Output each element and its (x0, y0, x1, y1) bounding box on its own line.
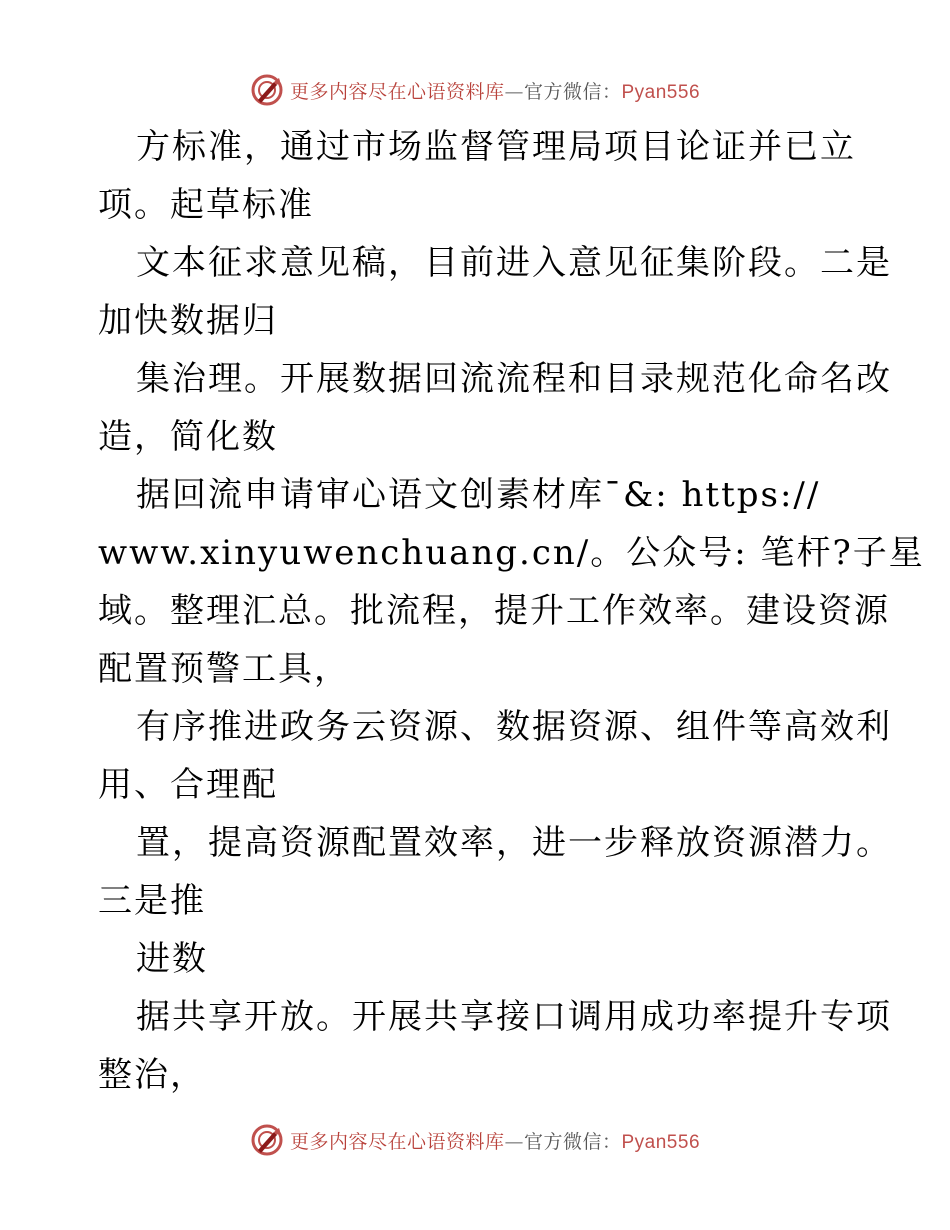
footer-watermark-banner (0, 1118, 950, 1162)
banner-dash: — (504, 80, 524, 103)
text-line: 造，简化数 (98, 417, 278, 457)
text-line: www.xinyuwenchuang.cn/。公众号: 笔杆?子星 (98, 533, 925, 573)
banner-wechat-id: Pyan556 (621, 1131, 701, 1153)
document-body (98, 118, 925, 1104)
text-line: 方标准，通过市场监督管理局项目论证并已立 (136, 127, 856, 167)
text-line: 文本征求意见稿，目前进入意见征集阶段。二是 (136, 243, 892, 283)
text-line: 集治理。开展数据回流流程和目录规范化命名改 (136, 359, 892, 399)
banner-text (290, 77, 700, 104)
banner-wechat-id: Pyan556 (621, 81, 701, 103)
text-line: 三是推 (98, 881, 206, 921)
text-line: 进数 (136, 939, 208, 979)
banner-dash: — (504, 1130, 524, 1153)
text-line: 加快数据归 (98, 301, 278, 341)
text-line: 据回流申请审心语文创素材库¯&: https:// (136, 475, 821, 515)
text-line: 项。起草标准 (98, 185, 314, 225)
banner-wechat-label: 官方微信： (523, 80, 622, 103)
text-line: 域。整理汇总。批流程，提升工作效率。建设资源 (98, 591, 890, 631)
text-line: 据共享开放。开展共享接口调用成功率提升专项 (136, 997, 892, 1037)
brush-logo-icon (250, 73, 284, 107)
header-watermark-banner (0, 68, 950, 112)
brush-logo-icon (250, 1123, 284, 1157)
text-line: 有序推进政务云资源、数据资源、组件等高效利 (136, 707, 892, 747)
text-line: 整治， (98, 1055, 206, 1095)
text-line: 用、合理配 (98, 765, 278, 805)
banner-text (290, 1127, 700, 1154)
banner-main: 更多内容尽在心语资料库 (289, 1130, 505, 1153)
text-line: 置，提高资源配置效率，进一步释放资源潜力。 (136, 823, 892, 863)
banner-wechat-label: 官方微信： (523, 1130, 622, 1153)
text-line: 配置预警工具， (98, 649, 350, 689)
banner-main: 更多内容尽在心语资料库 (289, 80, 505, 103)
